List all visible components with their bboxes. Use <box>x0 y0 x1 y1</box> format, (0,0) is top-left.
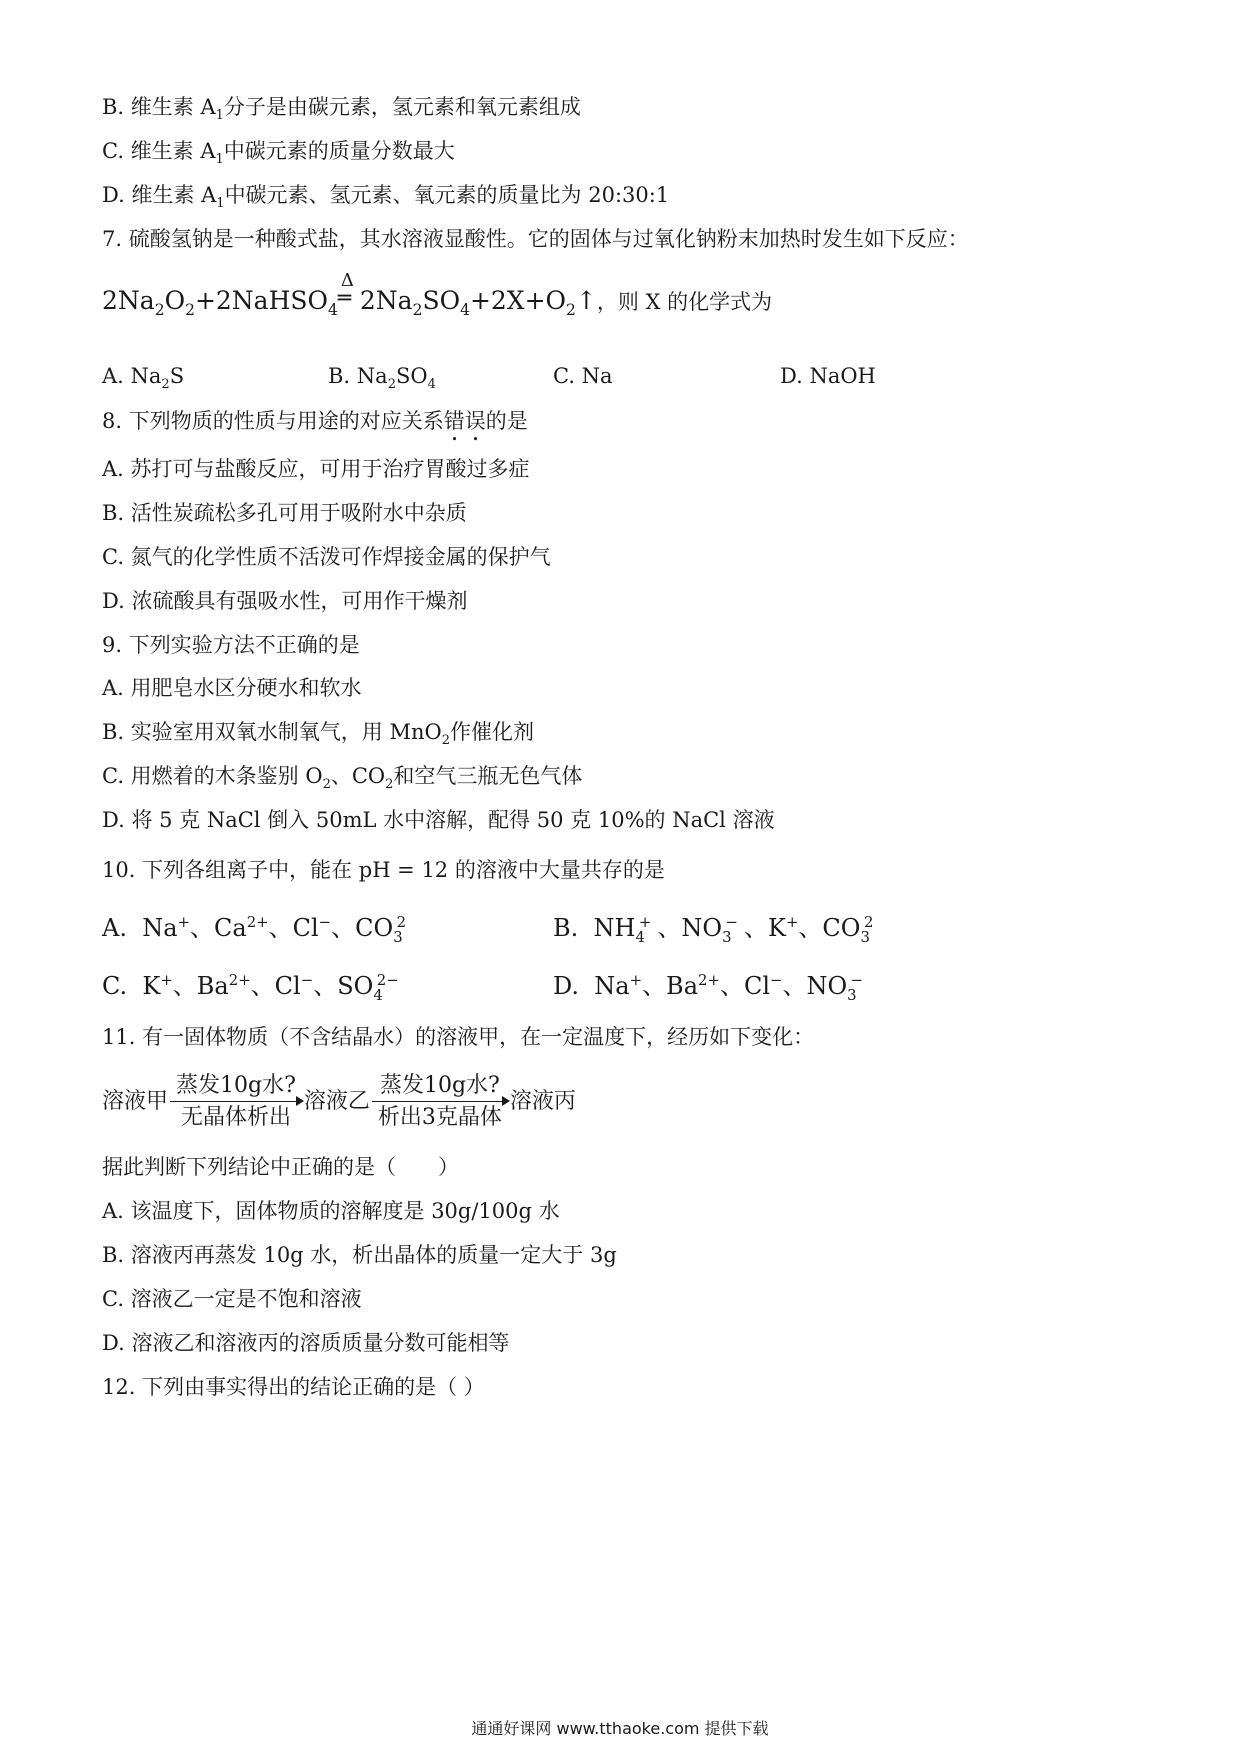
step2-arrow: $\frac{\text{蒸发10g水?}}{\text{析出3克晶体}}$ <box>372 1071 508 1134</box>
q7-equation: $2Na_2O_2+2NaHSO_4$ Δ ═ $2Na_2SO_4+2X+O_2↑$，则 X 的化学式为 <box>102 270 773 319</box>
solution-a-label: 溶液甲 <box>102 1089 169 1114</box>
q9-option-a: A. 用肥皂水区分硬水和软水 <box>102 676 362 700</box>
q6-option-c: C. 维生素 $A_1$中碳元素的质量分数最大 <box>102 139 455 168</box>
solution-b-label: 溶液乙 <box>303 1089 370 1114</box>
q11-judge: 据此判断下列结论中正确的是（ ） <box>102 1155 459 1179</box>
q7-option-c: C. Na <box>553 364 613 388</box>
q10-option-d: D. Na+、$Ba^{2+}$、Cl−、$NO_3^-$ <box>553 971 864 1004</box>
q6-option-d: D. 维生素 $A_1$中碳元素、氢元素、氧元素的质量比为 20:30:1 <box>102 183 670 212</box>
q8-option-b: B. 活性炭疏松多孔可用于吸附水中杂质 <box>102 501 467 525</box>
q7-option-a: A. $Na_2S$ <box>102 364 185 393</box>
q8-option-c: C. 氮气的化学性质不活泼可作焊接金属的保护气 <box>102 545 551 569</box>
page-footer: 通通好课网 www.tthaoke.com 提供下载 <box>471 1719 769 1738</box>
solution-c-label: 溶液丙 <box>509 1089 576 1114</box>
q9-option-c: C. 用燃着的木条鉴别 $O_2$、$CO_2$和空气三瓶无色气体 <box>102 764 583 793</box>
heat-arrow-icon: Δ ═ <box>337 270 354 311</box>
q7-option-d: D. NaOH <box>780 364 876 388</box>
q10-option-a: A. Na+、$Ca^{2+}$、Cl−、$CO_3^2$ <box>102 913 407 946</box>
q10-option-c: C. K+、$Ba^{2+}$、Cl−、$SO_4^{2-}$ <box>102 971 399 1004</box>
q12-stem: 12. 下列由事实得出的结论正确的是（ ） <box>102 1375 485 1399</box>
q9-option-b: B. 实验室用双氧水制氧气，用 MnO$_2$作催化剂 <box>102 720 534 749</box>
q8-stem: 8. 下列物质的性质与用途的对应关系错误的是 <box>102 409 528 433</box>
q8-option-a: A. 苏打可与盐酸反应，可用于治疗胃酸过多症 <box>102 457 530 481</box>
q11-option-a: A. 该温度下，固体物质的溶解度是 30g/100g 水 <box>102 1199 560 1223</box>
q11-process-diagram <box>102 1067 576 1137</box>
q9-stem: 9. 下列实验方法不正确的是 <box>102 633 360 657</box>
q10-option-b: B. $NH_4^+$ 、$NO_3^-$ 、K+、$CO_3^2$ <box>553 913 874 946</box>
q6-option-b: B. 维生素 $A_1$分子是由碳元素，氢元素和氧元素组成 <box>102 95 581 124</box>
q10-stem: 10. 下列各组离子中，能在 pH = 12 的溶液中大量共存的是 <box>102 858 665 882</box>
q9-option-d: D. 将 5 克 NaCl 倒入 50mL 水中溶解，配得 50 克 10%的 NaCl 溶液 <box>102 808 775 832</box>
step1-arrow: $\frac{\text{蒸发10g水?}}{\text{无晶体析出}}$ <box>170 1071 302 1134</box>
q11-option-d: D. 溶液乙和溶液丙的溶质质量分数可能相等 <box>102 1331 510 1355</box>
q11-option-b: B. 溶液丙再蒸发 10g 水，析出晶体的质量一定大于 3g <box>102 1243 617 1267</box>
q7-option-b: B. $Na_2SO_4$ <box>328 364 436 393</box>
q8-option-d: D. 浓硫酸具有强吸水性，可用作干燥剂 <box>102 589 468 613</box>
q11-option-c: C. 溶液乙一定是不饱和溶液 <box>102 1287 362 1311</box>
q7-stem: 7. 硫酸氢钠是一种酸式盐，其水溶液显酸性。它的固体与过氧化钠粉末加热时发生如下反应： <box>102 227 969 251</box>
q11-stem: 11. 有一固体物质（不含结晶水）的溶液甲，在一定温度下，经历如下变化： <box>102 1025 815 1049</box>
